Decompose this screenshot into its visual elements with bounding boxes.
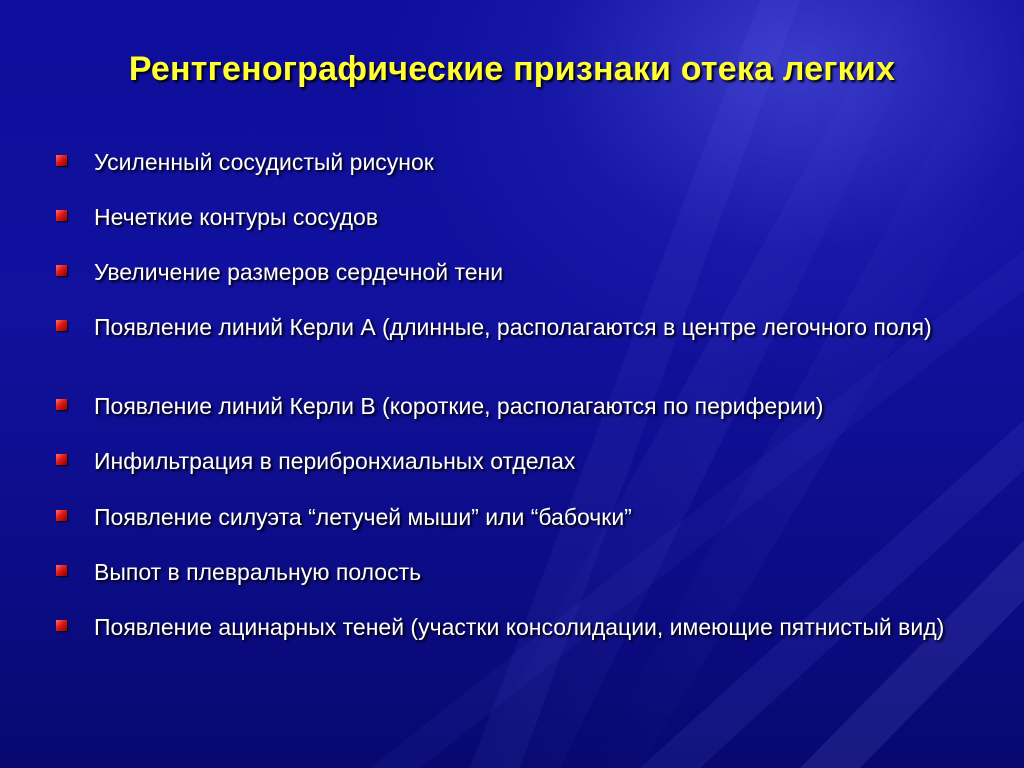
list-item-text: Увеличение размеров сердечной тени [94,259,504,285]
red-square-bullet-icon [56,565,67,576]
list-item-text: Появление линий Керли В (короткие, располагаются по периферии) [94,393,824,419]
list-item-text: Выпот в плевральную полость [94,559,422,585]
list-item [56,615,976,639]
red-square-bullet-icon [56,155,67,166]
list-item [56,315,976,339]
list-item [56,260,976,284]
list-item [56,150,976,174]
list-item-text: Появление линий Керли А (длинные, располагаются в центре легочного поля) [94,314,932,340]
list-item-text: Появление силуэта “летучей мыши” или “бабочки” [94,504,632,530]
red-square-bullet-icon [56,399,67,410]
list-item-text: Усиленный сосудистый рисунок [94,149,434,175]
red-square-bullet-icon [56,210,67,221]
list-item-text: Появление ацинарных теней (участки консолидации, имеющие пятнистый вид) [94,614,945,640]
red-square-bullet-icon [56,454,67,465]
red-square-bullet-icon [56,265,67,276]
list-item [56,205,976,229]
red-square-bullet-icon [56,620,67,631]
red-square-bullet-icon [56,320,67,331]
list-item [56,560,976,584]
list-item-text: Инфильтрация в перибронхиальных отделах [94,448,576,474]
list-item [56,449,976,473]
red-square-bullet-icon [56,510,67,521]
list-item [56,505,976,529]
list-item-text: Нечеткие контуры сосудов [94,204,379,230]
list-item [56,394,976,418]
slide-title: Рентгенографические признаки отека легких [128,50,896,88]
